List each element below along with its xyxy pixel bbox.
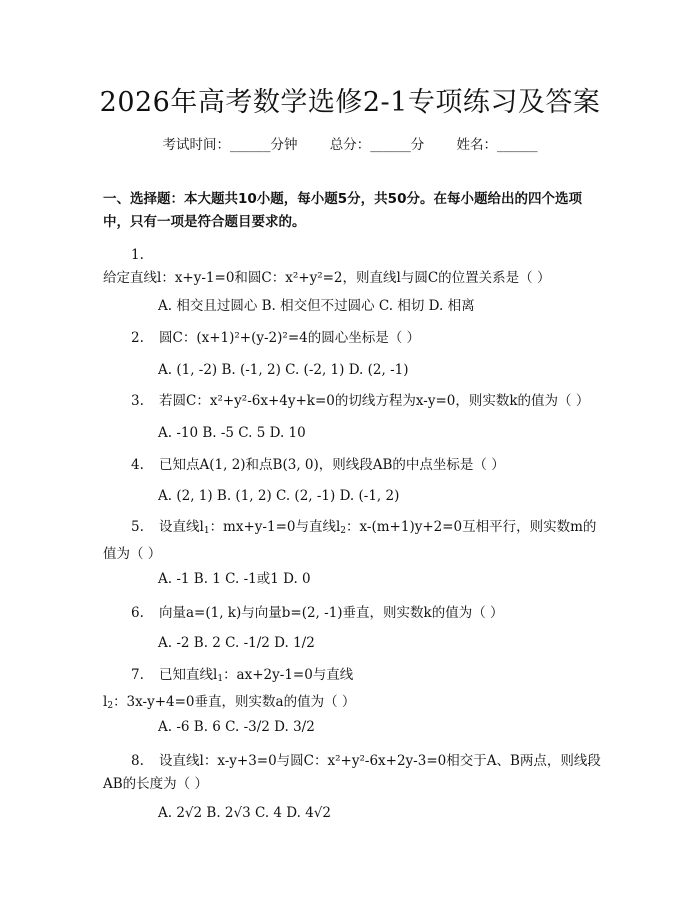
page-title: 2026年高考数学选修2-1专项练习及答案: [99, 87, 601, 118]
question-number: 6.: [131, 605, 144, 621]
question-3-options: A. -10 B. -5 C. 5 D. 10: [158, 425, 306, 441]
question-2: [103, 327, 603, 350]
question-5: [103, 516, 603, 566]
student-name: 姓名：______: [456, 137, 538, 153]
question-3: [103, 390, 603, 413]
question-number: 4.: [131, 457, 144, 473]
question-text: 已知直线$l_1$：ax+2y-1=0与直线$l_2$：3x-y+4=0垂直，则实数a的值为（ ）: [103, 667, 356, 711]
question-1-options: A. 相交且过圆心 B. 相交但不过圆心 C. 相切 D. 相离: [158, 298, 475, 314]
question-text: 设直线l：x-y+3=0与圆C：x²+y²-6x+2y-3=0相交于A、B两点，则线段AB的长度为（ ）: [103, 753, 601, 792]
question-5-options: A. -1 B. 1 C. -1或1 D. 0: [158, 571, 311, 587]
exam-time: 考试时间：______分钟: [162, 137, 298, 153]
question-number: 1.: [131, 247, 144, 263]
question-text: 若圆C：x²+y²-6x+4y+k=0的切线方程为x-y=0，则实数k的值为（ ）: [159, 393, 590, 409]
question-1: [103, 244, 603, 290]
question-number: 7.: [131, 667, 144, 683]
question-4-options: A. (2, 1) B. (1, 2) C. (2, -1) D. (-1, 2): [158, 488, 400, 504]
question-text: 给定直线l：x+y-1=0和圆C：x²+y²=2，则直线l与圆C的位置关系是（ ）: [103, 270, 551, 286]
question-8: [103, 750, 603, 796]
question-6-options: A. -2 B. 2 C. -1/2 D. 1/2: [158, 635, 315, 651]
question-text: 圆C：(x+1)²+(y-2)²=4的圆心坐标是（ ）: [159, 330, 421, 346]
section-heading: 一、选择题：本大题共10小题，每小题5分，共50分。在每小题给出的四个选项中，只有一项是符合题目要求的。: [103, 191, 582, 230]
question-6: [103, 602, 603, 625]
question-number: 8.: [131, 753, 144, 769]
question-7: [103, 664, 603, 718]
exam-info: [0, 133, 700, 153]
question-7-options: A. -6 B. 6 C. -3/2 D. 3/2: [158, 719, 315, 735]
question-number: 3.: [131, 393, 144, 409]
question-2-options: A. (1, -2) B. (-1, 2) C. (-2, 1) D. (2, -1): [158, 362, 409, 378]
question-text: 向量a=(1, k)与向量b=(2, -1)垂直，则实数k的值为（ ）: [159, 605, 504, 621]
question-number: 2.: [131, 330, 144, 346]
question-4: [103, 454, 603, 477]
question-text: 设直线$l_1$：mx+y-1=0与直线$l_2$：x-(m+1)y+2=0互相平行，则实数m的值为（ ）: [103, 519, 597, 562]
question-number: 5.: [131, 519, 144, 535]
question-8-options: A. 2√2 B. 2√3 C. 4 D. 4√2: [158, 805, 331, 821]
exam-score: 总分：______分: [329, 137, 425, 153]
question-text: 已知点A(1, 2)和点B(3, 0)，则线段AB的中点坐标是（ ）: [159, 457, 505, 473]
